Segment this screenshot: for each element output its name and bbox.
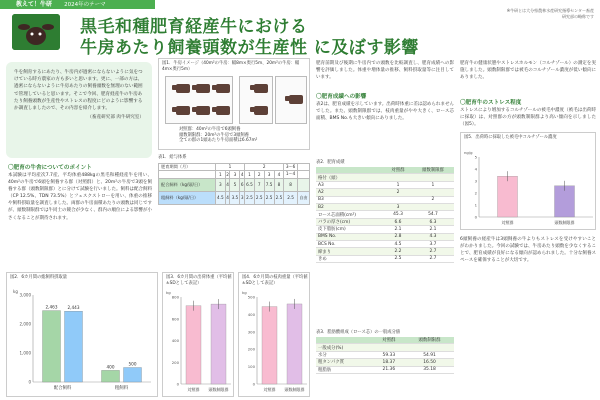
y-tick-label: 0 bbox=[474, 214, 477, 220]
composition-table-cell: 54.91 bbox=[405, 351, 454, 358]
x-tick-label: 対照群 bbox=[501, 220, 514, 225]
carcass-table-cell: バラの厚さ(cm) bbox=[316, 218, 384, 225]
table-cell: 8 bbox=[284, 178, 298, 191]
concentrate-row bbox=[159, 178, 310, 191]
chart-box-fig4 bbox=[238, 272, 310, 397]
carcass-table-cell: A3 bbox=[316, 181, 384, 188]
table-cell: 2.5 bbox=[245, 191, 255, 204]
figure-1-legend-2: 頭数制限群：20m²の牛房で3頭飼養 bbox=[179, 132, 249, 138]
composition-table-header-cell bbox=[316, 337, 373, 344]
week-cell: 4 bbox=[274, 171, 284, 179]
cow-icon bbox=[254, 84, 268, 93]
carcass-table-header-cell: 頭数制限群 bbox=[412, 167, 454, 174]
pen-control bbox=[165, 76, 233, 124]
carcass-table-cell: 2.7 bbox=[412, 255, 454, 262]
cow-icon bbox=[289, 95, 303, 104]
table-cell: 3.5 bbox=[230, 191, 240, 204]
table-cell: 5 bbox=[230, 178, 240, 191]
composition-table-cell: 21.36 bbox=[373, 366, 405, 373]
week-cell: 4 bbox=[240, 171, 244, 177]
cow-icon bbox=[196, 106, 210, 115]
carcass-table-cell: 2 bbox=[412, 196, 454, 203]
carcass-table-cell: 6.3 bbox=[412, 218, 454, 225]
carcass-table-row bbox=[316, 248, 454, 255]
carcass-table-cell bbox=[412, 174, 454, 181]
y-tick-label: 3 bbox=[474, 178, 477, 184]
table-header-label: 肥育期間（月） bbox=[159, 163, 216, 171]
y-tick-label: 0 bbox=[176, 381, 179, 387]
table-cell: 8 bbox=[274, 178, 284, 191]
carcass-table-cell: 54.7 bbox=[412, 211, 454, 218]
composition-table-cell bbox=[405, 344, 454, 351]
chart-fig4 bbox=[239, 273, 311, 398]
y-tick-label: 3,000 bbox=[19, 292, 31, 298]
carcass-table-row bbox=[316, 226, 454, 233]
section-title-1: 〇肥育の牛舎についてのポイント bbox=[8, 165, 92, 171]
table-cell: 2.5 bbox=[284, 191, 298, 204]
carcass-table-row bbox=[316, 196, 454, 203]
y-tick-label: 1 bbox=[474, 202, 477, 208]
carcass-table-row bbox=[316, 218, 454, 225]
chart-box-fig5 bbox=[460, 132, 596, 230]
empty-cell bbox=[297, 178, 309, 191]
week-cell: 1 bbox=[215, 171, 225, 179]
month-cell: 3～6 bbox=[285, 163, 296, 169]
table-cell: 2.5 bbox=[274, 191, 284, 204]
y-axis-label: kg bbox=[242, 290, 247, 295]
page-title-line1: 黒毛和種肥育経産牛における bbox=[80, 17, 308, 37]
composition-table-cell: 35.18 bbox=[405, 366, 454, 373]
chart-title-fig5: 図5．出荷時に採取した被毛中コルチゾール濃度 bbox=[464, 135, 557, 140]
cow-icon bbox=[254, 106, 268, 115]
x-tick-label: 頭数制限群 bbox=[284, 387, 305, 392]
composition-table-header-row bbox=[316, 337, 454, 344]
data-label: 400 bbox=[106, 364, 115, 370]
carcass-table-cell: BCS No. bbox=[316, 241, 384, 248]
row-label: 粗飼料（kg/頭/日） bbox=[159, 191, 216, 204]
chart-title-fig3: 図3．6カ月間の出荷体重（平均値±SDとして表記） bbox=[166, 275, 232, 286]
y-tick-label: 0 bbox=[28, 379, 31, 385]
composition-table bbox=[316, 337, 454, 374]
carcass-table-cell: 2.8 bbox=[384, 233, 412, 240]
y-tick-label: 100 bbox=[247, 364, 255, 370]
carcass-table-cell: 皮下脂肪(cm) bbox=[316, 226, 384, 233]
composition-table-header-cell: 対照群 bbox=[373, 337, 405, 344]
composition-table-cell: 粗タンパク質 bbox=[316, 359, 373, 366]
lead-author: （畜産研究部 肉牛研究室） bbox=[87, 115, 144, 121]
chart-box-fig2 bbox=[6, 272, 158, 397]
y-tick-label: 4 bbox=[474, 166, 477, 172]
section-title-3: 〇肥育牛のストレス程度 bbox=[460, 100, 522, 106]
pen-restricted-b bbox=[275, 76, 307, 124]
table-cell: 6.5 bbox=[245, 178, 255, 191]
chart-fig3 bbox=[163, 273, 235, 398]
table-2-caption: 表2．肥育成績 bbox=[316, 160, 345, 165]
x-tick-label: 対照群 bbox=[187, 387, 200, 392]
carcass-table-cell: 締まり bbox=[316, 248, 384, 255]
carcass-table-header-row bbox=[316, 167, 454, 174]
table-1-caption: 表1．給与体系 bbox=[158, 155, 187, 160]
page-header bbox=[0, 0, 600, 56]
table-cell: 4.5 bbox=[215, 191, 225, 204]
bar bbox=[498, 176, 518, 217]
section-text-3: ストレスにより増加するコルチゾールの被毛中濃度（被毛は出荷時に採取）は、対照群の方が頭数制限群より高い傾向を示しました（図5）。 bbox=[460, 108, 596, 128]
carcass-table-cell bbox=[384, 196, 412, 203]
figure-1 bbox=[158, 58, 310, 150]
composition-table-cell: 一般成分(%) bbox=[316, 344, 373, 351]
data-label: 2,443 bbox=[67, 305, 80, 311]
cow-icon bbox=[176, 106, 190, 115]
x-tick-label: 頭数制限群 bbox=[208, 387, 229, 392]
figure-1-legend bbox=[179, 127, 309, 144]
carcass-table-cell: 2.5 bbox=[384, 255, 412, 262]
week-cell: 3 bbox=[230, 171, 240, 179]
y-tick-label: 300 bbox=[247, 329, 255, 335]
y-tick-label: 200 bbox=[247, 346, 255, 352]
cow-logo-icon bbox=[12, 14, 60, 50]
composition-table-cell: 粗脂肪 bbox=[316, 366, 373, 373]
carcass-table-cell: 45.3 bbox=[384, 211, 412, 218]
figure-1-caption: 図1．牛房イメージ（40m²の牛房：幅8m×奥行5m、20m²の牛房：幅4m×奥行5m） bbox=[162, 61, 300, 72]
table-cell: 2.5 bbox=[264, 191, 274, 204]
y-tick-label: 1,000 bbox=[19, 350, 31, 356]
y-tick-label: 600 bbox=[171, 316, 179, 322]
carcass-table-cell: きめ bbox=[316, 255, 384, 262]
carcass-table-cell bbox=[412, 204, 454, 211]
carcass-table-row bbox=[316, 211, 454, 218]
section-tab-sub: 2024年のテーマ bbox=[64, 2, 106, 8]
data-label: 500 bbox=[128, 361, 137, 367]
bar bbox=[211, 304, 226, 384]
table-cell: 7.5 bbox=[264, 178, 274, 191]
month-cell: 2 bbox=[245, 163, 284, 171]
y-tick-label: 200 bbox=[171, 359, 179, 365]
data-label: 2,463 bbox=[45, 304, 58, 310]
carcass-table bbox=[316, 167, 454, 264]
week-cell: 1～4 bbox=[285, 171, 296, 177]
y-tick-label: 5 bbox=[474, 154, 477, 160]
carcass-table-header-cell bbox=[316, 167, 384, 174]
carcass-table-cell: 1 bbox=[384, 181, 412, 188]
composition-table-row bbox=[316, 359, 454, 366]
bar bbox=[65, 311, 83, 382]
table-cell: 4 bbox=[225, 178, 230, 191]
composition-table-row bbox=[316, 351, 454, 358]
y-tick-label: 0 bbox=[252, 381, 255, 387]
table-cell: 3 bbox=[215, 178, 225, 191]
carcass-table-row bbox=[316, 181, 454, 188]
composition-table-cell: 16.50 bbox=[405, 359, 454, 366]
table-cell-note: 自由 bbox=[297, 191, 309, 204]
table-cell: 6 bbox=[240, 178, 245, 191]
carcass-table-row bbox=[316, 233, 454, 240]
carcass-table-row bbox=[316, 241, 454, 248]
carcass-table-row bbox=[316, 189, 454, 196]
composition-table-cell: 水分 bbox=[316, 351, 373, 358]
y-tick-label: 400 bbox=[247, 311, 255, 317]
carcass-table-cell: 2.1 bbox=[412, 226, 454, 233]
week-cell: 3 bbox=[264, 171, 274, 179]
figure-1-legend-3: 全ての群の1頭あたり牛房面積は6.67m² bbox=[179, 138, 258, 144]
bar bbox=[262, 307, 277, 384]
lead-box bbox=[6, 62, 152, 158]
bar bbox=[43, 311, 61, 382]
x-tick-label: 頭数制限群 bbox=[554, 220, 575, 225]
lead-text: 牛を飼育するにあたり、牛房内が過密にならないように気をつけている時方農家の方も多いと思います。更に、一部の方は、過密にならないように牛房あたりの飼養頭数を無理のない範囲で管理していると思います。そこで今回、肥育経産牛の牛房あたり飼養頭数が生産性やストレスの程度にどのように影響するか調査しましたので、その内容を紹介します。 bbox=[14, 70, 143, 112]
chart-title-fig4: 図4．6カ月間の枝肉重量（平均値±SDとして表記） bbox=[242, 275, 308, 286]
table-subheader-row bbox=[159, 171, 310, 179]
empty-cell bbox=[159, 171, 216, 179]
table-cell: 3 bbox=[240, 191, 245, 204]
bar bbox=[287, 304, 302, 384]
y-axis-label: kg bbox=[166, 290, 171, 295]
pen-restricted-a bbox=[239, 76, 273, 124]
chart-box-fig3 bbox=[162, 272, 234, 397]
table-3-caption: 表3．脂肪酸組成（ロース芯）の一般成分値 bbox=[316, 330, 401, 335]
chart-fig5 bbox=[461, 133, 597, 231]
table-3 bbox=[316, 330, 454, 374]
carcass-table-row bbox=[316, 174, 454, 181]
col4-intro: 肥育牛の健康状態やストレスホルモン（コルチゾール）の測定を実施しました。頭数制限群では被毛のコルチゾール濃度が低い傾向にありました。 bbox=[460, 61, 596, 81]
table-cell: 7 bbox=[254, 178, 264, 191]
carcass-table-cell: ロース芯面積(cm²) bbox=[316, 211, 384, 218]
composition-table-header-cell: 頭数制限群 bbox=[405, 337, 454, 344]
carcass-table-row bbox=[316, 204, 454, 211]
month-cell: 1 bbox=[215, 163, 244, 171]
empty-cell bbox=[297, 171, 309, 179]
carcass-table-cell: 6.6 bbox=[384, 218, 412, 225]
figure-1-legend-1: 対照群：40m²の牛房で6頭飼養 bbox=[179, 127, 241, 132]
carcass-table-cell: 2 bbox=[384, 189, 412, 196]
composition-table-cell bbox=[373, 344, 405, 351]
table-1 bbox=[158, 155, 310, 263]
feeding-table bbox=[158, 163, 310, 205]
carcass-table-cell: 2.7 bbox=[412, 248, 454, 255]
chart-fig2 bbox=[7, 273, 159, 398]
y-axis-label: ng/g bbox=[464, 150, 473, 155]
carcass-table-cell: 2.1 bbox=[384, 226, 412, 233]
cow-icon bbox=[196, 84, 210, 93]
carcass-table-cell: 4.3 bbox=[412, 233, 454, 240]
header-note: ※牛研とは大分県農林水産研究指導センター畜産研究部の略称です bbox=[506, 8, 594, 19]
cow-icon bbox=[176, 84, 190, 93]
composition-table-row bbox=[316, 344, 454, 351]
carcass-table-cell: 2.2 bbox=[384, 248, 412, 255]
col3-intro: 肥育前期及び後期に牛房内での頭数を比較調査し、肥育成績への影響を評価しました。体重や増体量の推移、飼料摂取量等に注目しています。 bbox=[316, 61, 454, 81]
carcass-table-cell bbox=[384, 174, 412, 181]
carcass-table-cell: 3 bbox=[384, 204, 412, 211]
section-tab-label: 教えて！牛研 bbox=[16, 1, 53, 8]
section-text-2: 表2は、肥育成績を示しています。出荷時体重に差は認められませんでした。また、頭数制限群では、枝肉重量がやや大きく、ロース芯面積、BMS No.も大きい傾向にありました。 bbox=[316, 102, 454, 122]
x-tick-label: 対照群 bbox=[263, 387, 276, 392]
carcass-table-header-cell: 対照群 bbox=[384, 167, 412, 174]
cow-icon bbox=[216, 106, 230, 115]
section-tab bbox=[0, 0, 155, 9]
y-tick-label: 400 bbox=[171, 338, 179, 343]
y-tick-label: 2,000 bbox=[19, 321, 31, 327]
y-tick-label: 800 bbox=[171, 294, 179, 300]
table-cell: 4 bbox=[225, 191, 230, 204]
carcass-table-cell: B3 bbox=[316, 196, 384, 203]
week-cell: 1 bbox=[245, 171, 255, 179]
week-cell: 2 bbox=[226, 171, 229, 177]
table-cell: 2.5 bbox=[254, 191, 264, 204]
carcass-table-cell: A2 bbox=[316, 189, 384, 196]
y-tick-label: 2 bbox=[474, 190, 477, 196]
carcass-table-cell: 1 bbox=[412, 181, 454, 188]
page-title-line2: 牛房あたり飼養頭数が生産性 に及ぼす影響 bbox=[80, 38, 419, 58]
roughage-row bbox=[159, 191, 310, 204]
section-title-2: 〇肥育成績への影響 bbox=[316, 94, 367, 100]
bar bbox=[186, 306, 201, 384]
carcass-table-row bbox=[316, 255, 454, 262]
y-axis-label: kg bbox=[13, 289, 18, 294]
row-label: 配合飼料（kg/頭/日） bbox=[159, 178, 216, 191]
composition-table-cell: 18.37 bbox=[373, 359, 405, 366]
x-tick-label: 粗飼料 bbox=[114, 386, 129, 391]
carcass-table-cell: 3.7 bbox=[412, 241, 454, 248]
bar bbox=[102, 370, 120, 382]
y-tick-label: 500 bbox=[247, 294, 255, 300]
carcass-table-cell: 4.5 bbox=[384, 241, 412, 248]
month-cell-note bbox=[297, 163, 309, 171]
week-cell: 2 bbox=[254, 171, 264, 179]
table-2 bbox=[316, 160, 454, 263]
cow-icon bbox=[216, 84, 230, 93]
bar bbox=[124, 368, 142, 383]
composition-table-cell: 59.33 bbox=[373, 351, 405, 358]
conclusion-text: 6頭飼養の経産牛は3頭飼養の牛よりもストレスを受けやすいことがわかりました。今回の試験では、牛房あたり頭数を少なくすることで、肥育成績が良好になる傾向が認められました。十分な飼養スペースを確保することが大切です。 bbox=[460, 237, 596, 264]
chart-title-fig2: 図2．6カ月間の総飼料摂取量 bbox=[10, 275, 68, 280]
carcass-table-cell: BMS No. bbox=[316, 233, 384, 240]
carcass-table-cell bbox=[412, 189, 454, 196]
composition-table-row bbox=[316, 366, 454, 373]
x-tick-label: 配合飼料 bbox=[53, 386, 72, 391]
table-header-row bbox=[159, 163, 310, 171]
section-text-1: 本試験は平均産次7.7産、平均体重488kgの黒毛和種経産牛を用い、40m²の牛房で6頭を飼養する群（対照群）と、20m²の牛房で3頭を飼養する群（頭数制限群）とに分けて試験を行いました。飼料は配合飼料（CP 12.5%、TDN 73.5%）とフェスクストローを用い、体重の推移や飼料摂取量を調査しました。両群の牛房面積あたりの頭数は同じですが、頭数制限群では牛同士の競合が少なく、群内の順位による影響が小さくなることが期待されます。 bbox=[8, 173, 152, 221]
carcass-table-cell: B2 bbox=[316, 204, 384, 211]
carcass-table-cell: 格付（頭） bbox=[316, 174, 384, 181]
